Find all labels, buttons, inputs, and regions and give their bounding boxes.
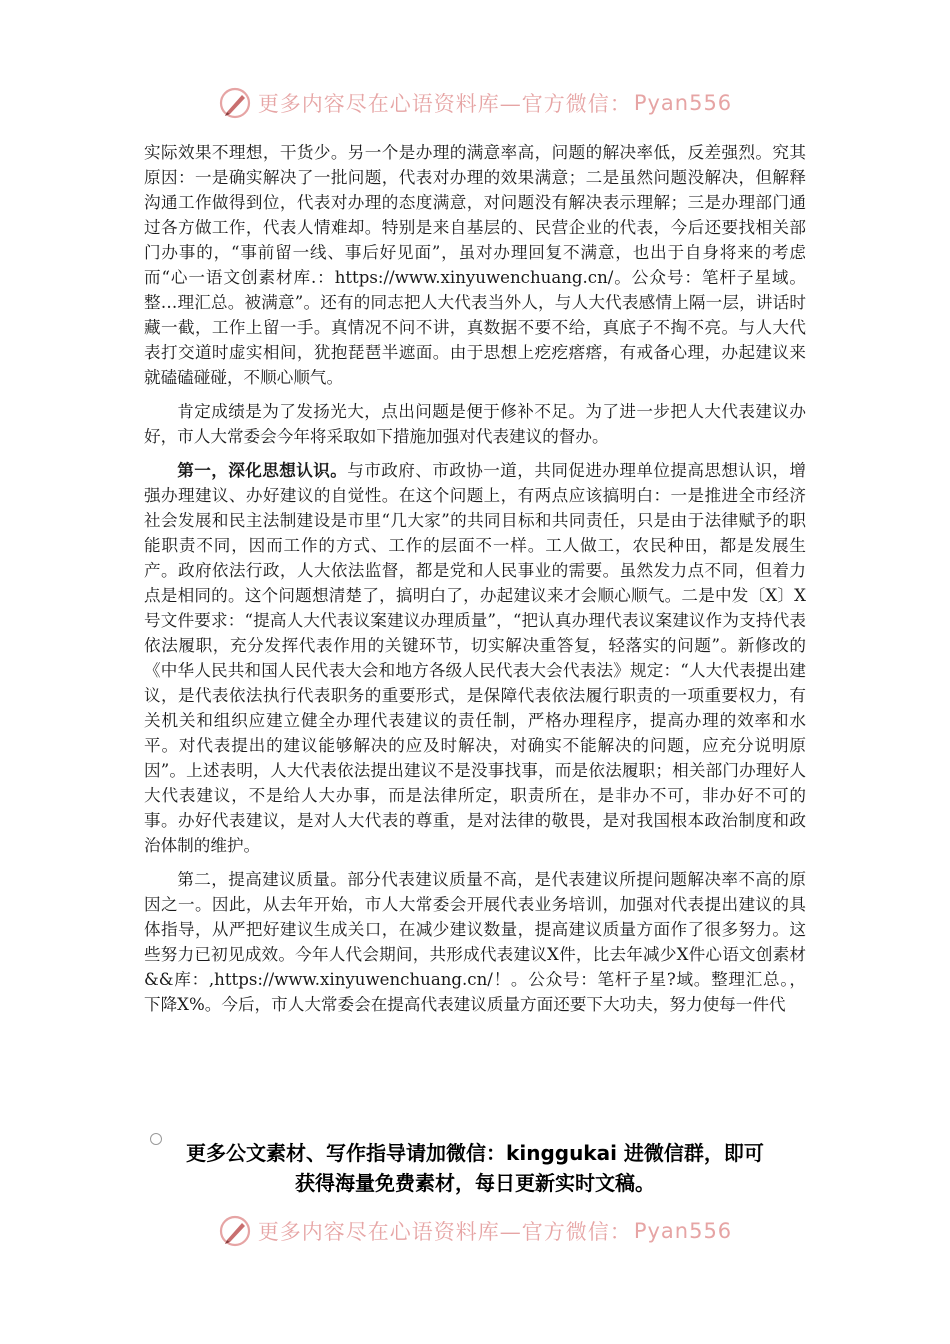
promo-banner [100,1138,850,1198]
promo-line-2: 获得海量免费素材，每日更新实时文稿。 [295,1171,655,1195]
watermark-wechat-id: Pyan556 [633,91,733,115]
paragraph-2: 肯定成绩是为了发扬光大，点出问题是便于修补不足。为了进一步把人大代表建议办好，市人大常委会今年将采取如下措施加强对代表建议的督办。 [144,402,806,446]
paragraph-4: 第二，提高建议质量。部分代表建议质量不高，是代表建议所提问题解决率不高的原因之一。因此，从去年开始，市人大常委会开展代表业务培训，加强对代表提出建议的具体指导，从严把好建议生成关口，在减少建议数量，提高建议质量方面作了很多努力。这些努力已初见成效。今年人代会期间，共形成代表建议X件，比去年减少X件心语文创素材&&库：,https://www.xinyuwenchuang.cn/！。公众号：笔杆子星?域。整理汇总。，下降X%。今后，市人大常委会在提高代表建议质量方面还要下大功夫，努力使每一件代 [144,870,806,1014]
paragraph-3 [144,458,806,858]
watermark-footer [0,1208,950,1254]
pen-logo-icon [218,1214,252,1248]
pen-logo-icon [218,86,252,120]
paragraph-3-body: 与市政府、市政协一道，共同促进办理单位提高思想认识，增强办理建议、办好建议的自觉性。在这个问题上，有两点应该搞明白：一是推进全市经济社会发展和民主法制建设是市里“几大家”的共同目标和共同责任，只是由于法律赋予的职能职责不同，因而工作的方式、工作的层面不一样。工人做工，农民种田，都是发展生产。政府依法行政，人大依法监督，都是党和人民事业的需要。虽然发力点不同，但着力点是相同的。这个问题想清楚了，搞明白了，办起建议来才会顺心顺气。二是中发〔X〕X号文件要求：“提高人大代表议案建议办理质量”，“把认真办理代表议案建议作为支持代表依法履职，充分发挥代表作用的关键环节，切实解决重答复，轻落实的问题”。新修改的《中华人民共和国人民代表大会和地方各级人民代表大会代表法》规定：“人大代表提出建议，是代表依法执行代表职务的重要形式，是保障代表依法履行职责的一项重要权力，有关机关和组织应建立健全办理代表建议的责任制，严格办理程序，提高办理的效率和水平。对代表提出的建议能够解决的应及时解决，对确实不能解决的问题，应充分说明原因”。上述表明，人大代表依法提出建议不是没事找事，而是依法履职；相关部门办理好人大代表建议，不是给人大办事，而是法律所定，职责所在，是非办不可，非办好不可的事。办好代表建议，是对人大代表的尊重，是对法律的敬畏，是对我国根本政治制度和政治体制的维护。 [144,461,807,855]
watermark-wechat-id: Pyan556 [633,1219,733,1243]
paragraph-1: 实际效果不理想，干货少。另一个是办理的满意率高，问题的解决率低，反差强烈。究其原因：一是确实解决了一批问题，代表对办理的效果满意；二是虽然问题没解决，但解释沟通工作做得到位，代表对办理的态度满意，对问题没有解决表示理解；三是办理部门通过各方做工作，代表人情难却。特别是来自基层的、民营企业的代表，今后还要找相关部门办事的，“事前留一线、事后好见面”，虽对办理回复不满意，也出于自身将来的考虑而“心一语文创素材库.：https://www.xinyuwenchuang.cn/。公众号：笔杆子星域。整…理汇总。被满意”。还有的同志把人大代表当外人，与人大代表感情上隔一层，讲话时藏一截，工作上留一手。真情况不问不讲，真数据不要不给，真底子不掏不亮。与人大代表打交道时虚实相间，犹抱琵琶半遮面。由于思想上疙疙瘩瘩，有戒备心理，办起建议来就磕磕碰碰，不顺心顺气。 [144,143,806,387]
watermark-header [0,80,950,126]
watermark-text: 更多内容尽在心语资料库—官方微信： [257,92,632,116]
document-body [144,140,806,1026]
watermark-text: 更多内容尽在心语资料库—官方微信： [257,1220,632,1244]
promo-line-1: 更多公文素材、写作指导请加微信：kinggukai 进微信群，即可 [186,1141,764,1165]
paragraph-3-heading: 第一，深化思想认识。 [177,460,348,480]
